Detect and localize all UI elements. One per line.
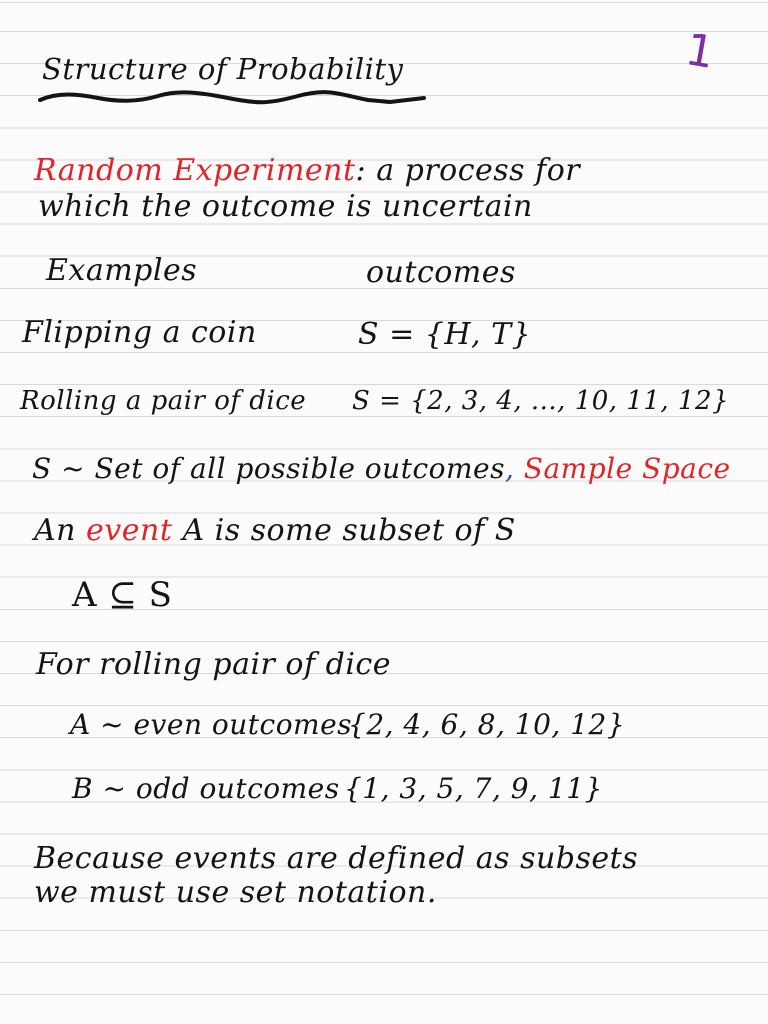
dice-heading: For rolling pair of dice	[36, 647, 391, 682]
event-b-label: B ~ odd outcomes	[72, 772, 340, 805]
definition-line-1	[34, 154, 580, 188]
term-random-experiment: Random Experiment	[34, 153, 356, 188]
event-b-set: {1, 3, 5, 7, 9, 11}	[344, 772, 603, 805]
conclusion-line-1: Because events are defined as subsets	[34, 841, 639, 876]
term-event: event	[86, 513, 173, 548]
outcomes-header: outcomes	[366, 255, 516, 290]
example-label-coin: Flipping a coin	[22, 315, 257, 350]
example-outcome-coin: S = {H, T}	[358, 317, 532, 352]
sample-space-text: S ~ Set of all possible outcomes	[32, 452, 505, 485]
definition-line-2: which the outcome is uncertain	[38, 189, 533, 224]
definition-text-1: a process for	[376, 153, 581, 188]
page-number: 1	[681, 23, 719, 80]
event-suffix: A is some subset of S	[182, 513, 516, 548]
event-a-set: {2, 4, 6, 8, 10, 12}	[348, 708, 626, 741]
example-outcome-dice: S = {2, 3, 4, ..., 10, 11, 12}	[352, 386, 730, 416]
subset-notation: A ⊆ S	[72, 575, 173, 615]
sample-space-comma: ,	[504, 452, 515, 485]
sample-space-line	[32, 452, 731, 486]
event-line	[34, 514, 516, 548]
event-a-label: A ~ even outcomes	[70, 708, 353, 741]
example-label-dice: Rolling a pair of dice	[20, 386, 307, 416]
title-underline	[38, 86, 428, 110]
page-title: Structure of Probability	[42, 52, 404, 86]
definition-colon: :	[355, 153, 367, 188]
examples-header: Examples	[46, 253, 198, 288]
conclusion-line-2: we must use set notation.	[34, 875, 437, 910]
event-prefix: An	[34, 513, 76, 548]
term-sample-space: Sample Space	[523, 452, 731, 485]
